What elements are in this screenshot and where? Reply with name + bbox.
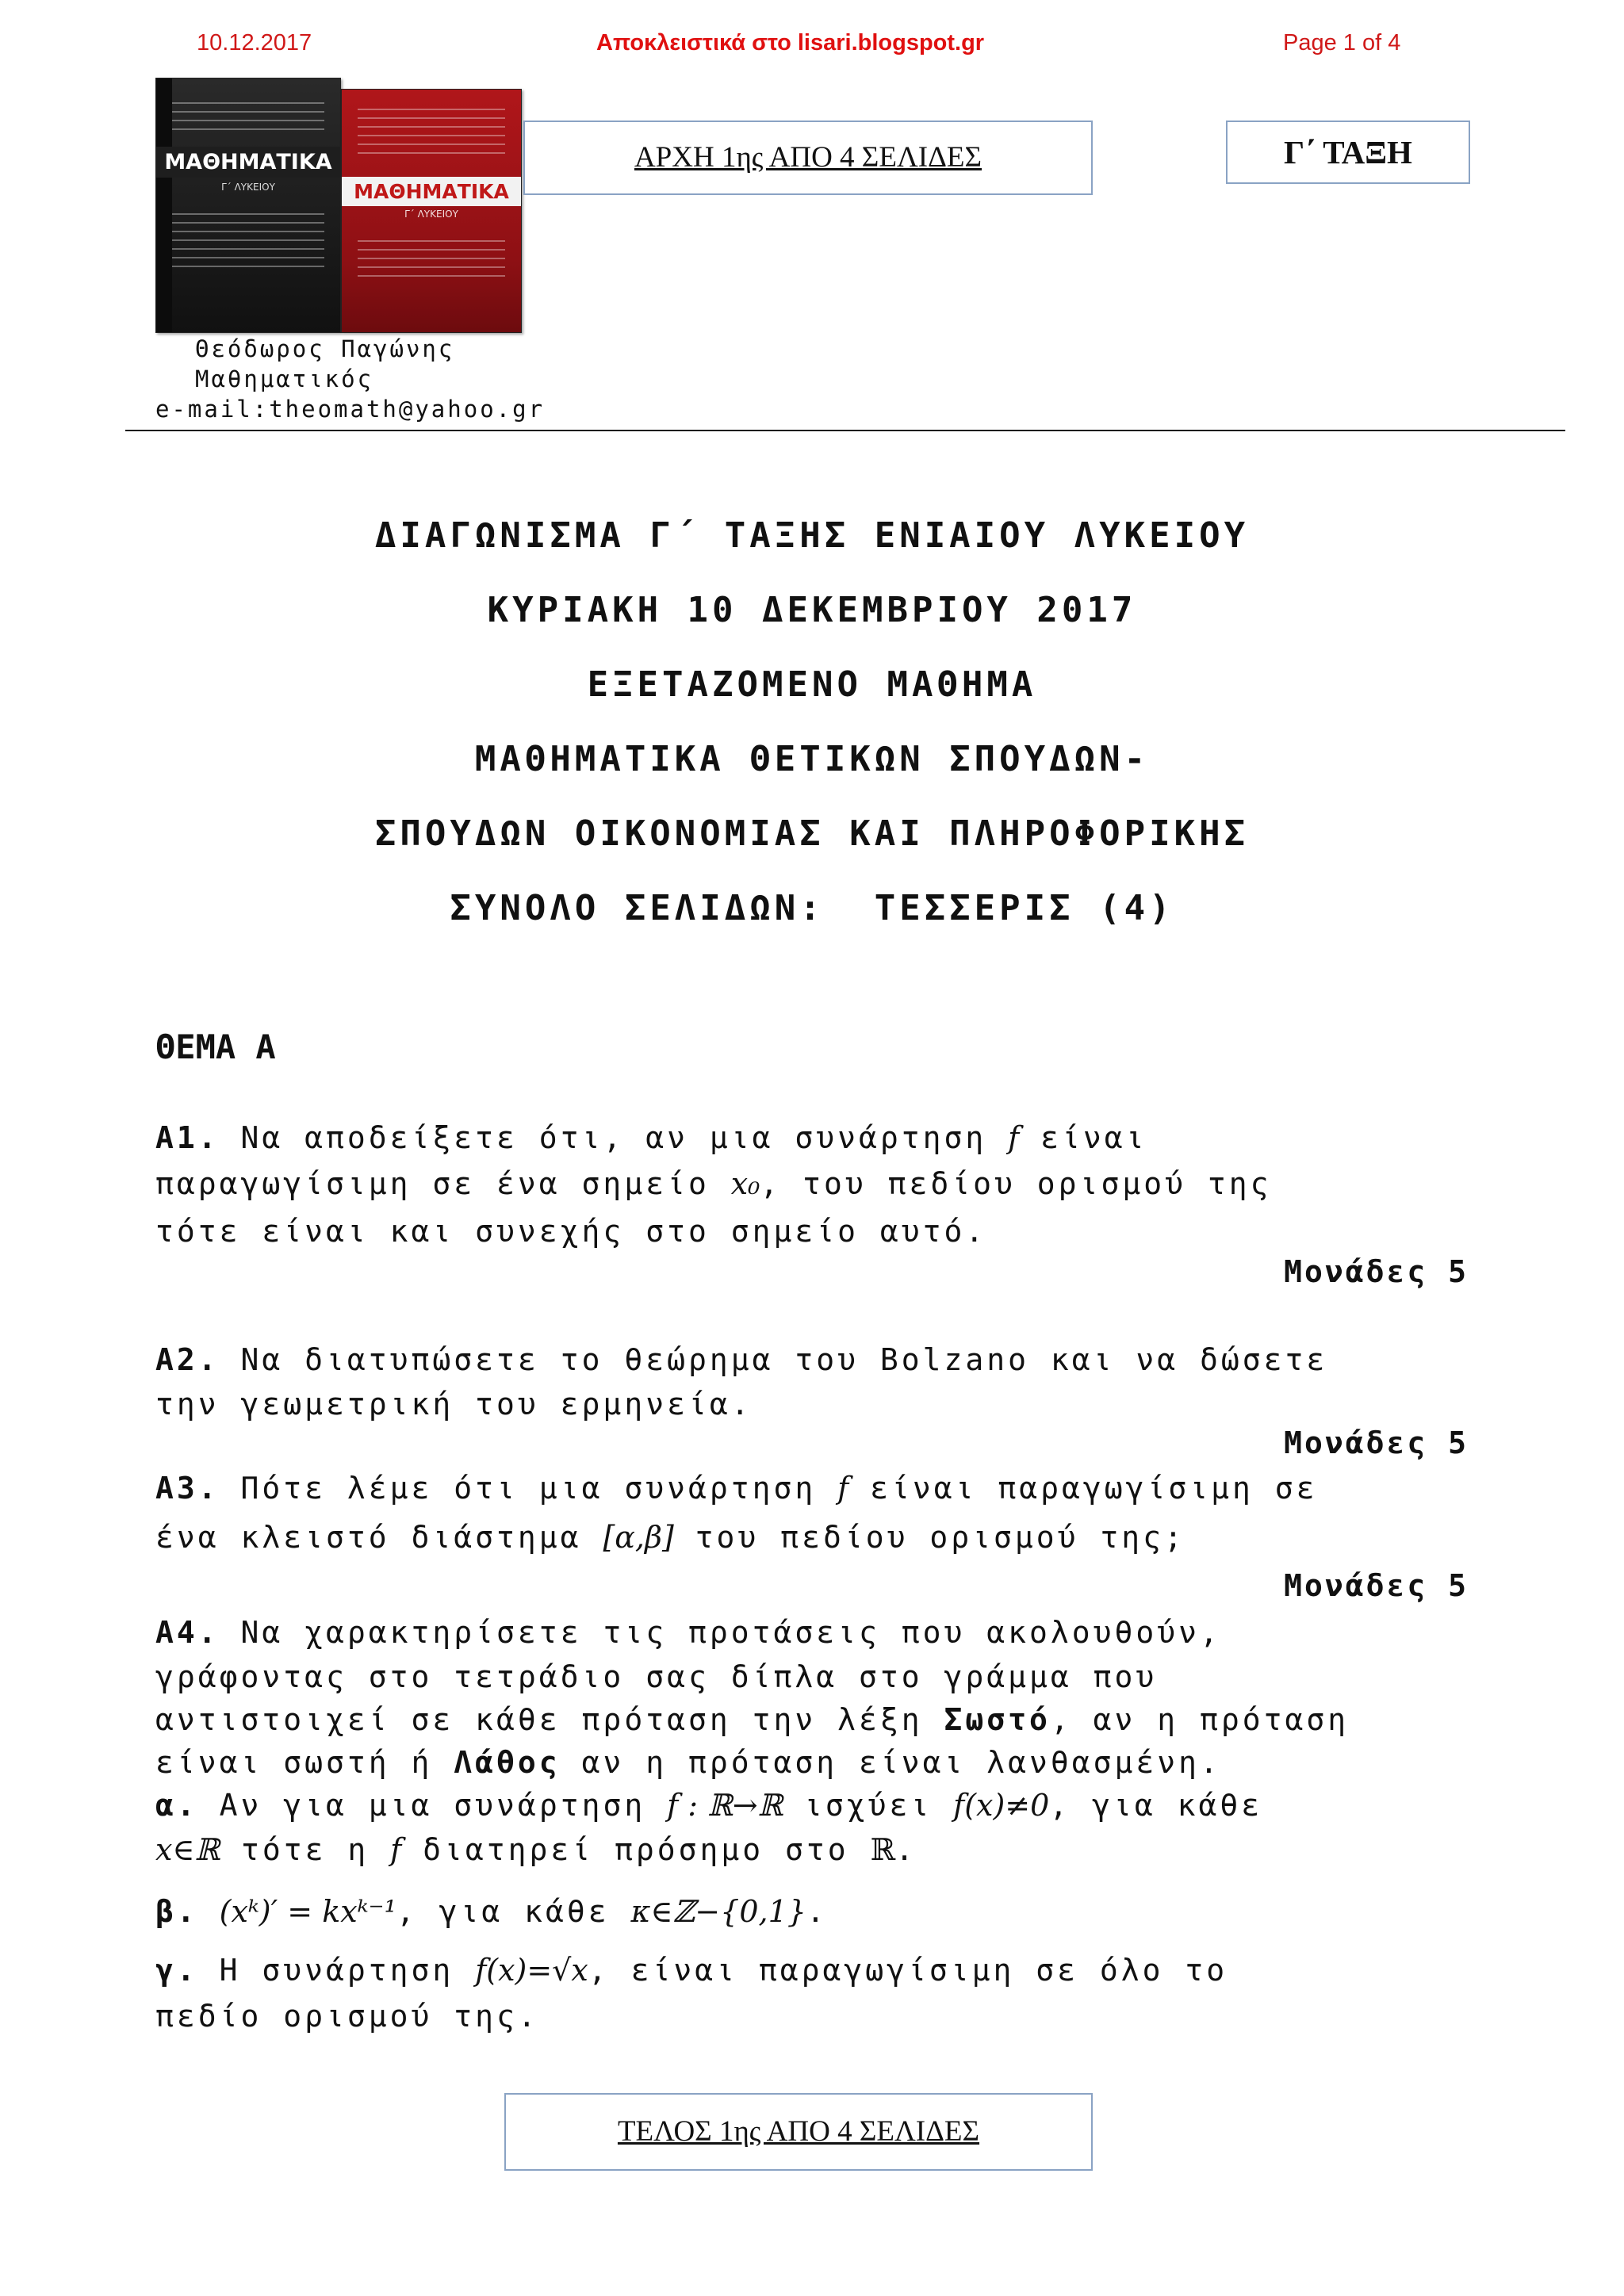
class-box: Γ΄ ΤΑΞΗ — [1226, 121, 1470, 184]
text: . — [895, 1832, 917, 1867]
text: , για κάθε — [1049, 1788, 1263, 1823]
header-blog-link[interactable]: Αποκλειστικά στο lisari.blogspot.gr — [596, 30, 985, 55]
a4-label: Α4. — [155, 1615, 220, 1650]
beta-label: β. — [155, 1894, 198, 1929]
math-integer-set: κ∈ℤ−{0,1} — [630, 1894, 806, 1929]
book-cover-title: ΜΑΘΗΜΑΤΙΚΑ — [156, 147, 340, 178]
book-cover-lines — [358, 109, 505, 161]
gamma-line-2: πεδίο ορισμού της. — [155, 1999, 539, 2034]
text: είναι σωστή ή — [155, 1745, 454, 1780]
text: τότε η — [220, 1832, 391, 1867]
a2-line-1 — [155, 1338, 1327, 1381]
math-reals: ℝ — [870, 1832, 896, 1867]
text: . — [806, 1894, 828, 1929]
header-date: 10.12.2017 — [197, 30, 312, 55]
title-line-6: ΣΥΝΟΛΟ ΣΕΛΙΔΩΝ: ΤΕΣΣΕΡΙΣ (4) — [450, 888, 1174, 928]
title-line-1: ΔΙΑΓΩΝΙΣΜΑ Γ΄ ΤΑΞΗΣ ΕΝΙΑΙΟΥ ΛΥΚΕΙΟΥ — [374, 515, 1250, 556]
a1-label: Α1. — [155, 1120, 220, 1155]
a2-line-2: την γεωμετρική του ερμηνεία. — [155, 1387, 753, 1422]
a3-line-1 — [155, 1467, 1318, 1510]
book-cover-subtitle: Γ΄ ΛΥΚΕΙΟΥ — [221, 182, 275, 193]
alpha-line-2 — [155, 1828, 917, 1871]
math-derivative: (xᵏ)′ = kxᵏ⁻¹ — [219, 1894, 396, 1929]
text: , αν η πρόταση — [1050, 1702, 1350, 1737]
text: Να αποδείξετε ότι, αν μια συνάρτηση — [219, 1120, 1009, 1155]
text: Η συνάρτηση — [197, 1953, 476, 1988]
a1-line-1 — [155, 1116, 1147, 1159]
gamma-label: γ. — [155, 1953, 198, 1988]
text: ισχύει — [783, 1788, 954, 1823]
header-divider — [125, 430, 1565, 431]
alpha-line-1 — [155, 1784, 1262, 1827]
math-f: f — [1008, 1120, 1020, 1155]
title-line-2: ΚΥΡΙΑΚΗ 10 ΔΕΚΕΜΒΡΙΟΥ 2017 — [487, 590, 1137, 630]
word-wrong: Λάθος — [454, 1745, 561, 1780]
alpha-label: α. — [155, 1788, 198, 1823]
book-cover-subtitle: Γ΄ ΛΥΚΕΙΟΥ — [404, 209, 458, 220]
word-correct: Σωστό — [944, 1702, 1051, 1737]
title-line-4: ΜΑΘΗΜΑΤΙΚΑ ΘΕΤΙΚΩΝ ΣΠΟΥΔΩΝ- — [474, 739, 1150, 779]
book-cover-title: ΜΑΘΗΜΑΤΙΚΑ — [342, 177, 521, 206]
section-heading: ΘΕΜΑ Α — [155, 1027, 276, 1066]
text: διατηρεί πρόσημο στο — [401, 1832, 871, 1867]
text: ένα κλειστό διάστημα — [155, 1520, 603, 1555]
text: , για κάθε — [396, 1894, 631, 1929]
text: παραγωγίσιμη σε ένα σημείο — [155, 1166, 731, 1201]
header-page-number: Page 1 of 4 — [1283, 30, 1401, 55]
a2-label: Α2. — [155, 1342, 220, 1377]
text: , είναι παραγωγίσιμη σε όλο το — [588, 1953, 1228, 1988]
text: , του πεδίου ορισμού της — [760, 1166, 1272, 1201]
math-f: f — [390, 1832, 402, 1867]
math-nonzero: f(x)≠0 — [953, 1788, 1050, 1823]
text: είναι παραγωγίσιμη σε — [848, 1471, 1318, 1506]
author-role: Μαθηματικός — [195, 365, 374, 392]
page-start-box: ΑΡΧΗ 1ης ΑΠΟ 4 ΣΕΛΙΔΕΣ — [523, 121, 1093, 195]
math-x0: x₀ — [730, 1166, 760, 1201]
text: Να διατυπώσετε το θεώρημα του Bolzano και να δώσετε — [219, 1342, 1328, 1377]
book-spine — [156, 78, 172, 332]
math-interval: [α,β] — [603, 1520, 674, 1555]
book-cover-lines — [172, 213, 324, 274]
math-function-map: f : ℝ→ℝ — [667, 1788, 783, 1823]
text: αν η πρόταση είναι λανθασμένη. — [560, 1745, 1221, 1780]
page-end-box: ΤΕΛΟΣ 1ης ΑΠΟ 4 ΣΕΛΙΔΕΣ — [504, 2093, 1093, 2171]
math-sqrt: f(x)=√x — [475, 1953, 588, 1988]
text: του πεδίου ορισμού της; — [673, 1520, 1185, 1555]
text: αντιστοιχεί σε κάθε πρόταση την λέξη — [155, 1702, 944, 1737]
text: Αν για μια συνάρτηση — [197, 1788, 668, 1823]
math-x-in-r: x∈ℝ — [155, 1832, 220, 1867]
text: είναι — [1019, 1120, 1147, 1155]
book-cover-lines — [358, 240, 505, 284]
a3-label: Α3. — [155, 1471, 220, 1506]
a1-line-3: τότε είναι και συνεχής στο σημείο αυτό. — [155, 1214, 987, 1249]
text: Πότε λέμε ότι μια συνάρτηση — [219, 1471, 838, 1506]
a4-line-3 — [155, 1698, 1349, 1741]
author-name: Θεόδωρος Παγώνης — [195, 335, 455, 362]
author-email[interactable]: e-mail:theomath@yahoo.gr — [155, 396, 546, 423]
math-f: f — [837, 1471, 849, 1506]
a3-marks: Μονάδες 5 — [1284, 1568, 1469, 1603]
a3-line-2 — [155, 1516, 1185, 1559]
a4-line-1 — [155, 1611, 1221, 1654]
book-cover-red — [341, 89, 522, 333]
text: Να χαρακτηρίσετε τις προτάσεις που ακολουθούν, — [219, 1615, 1221, 1650]
gamma-line-1 — [155, 1949, 1228, 1992]
title-line-3: ΕΞΕΤΑΖΟΜΕΝΟ ΜΑΘΗΜΑ — [587, 664, 1037, 705]
book-cover-lines — [172, 102, 324, 137]
a1-line-2 — [155, 1162, 1271, 1205]
beta-line-1 — [155, 1890, 828, 1933]
a4-line-2: γράφοντας στο τετράδιο σας δίπλα στο γράμμα που — [155, 1659, 1158, 1694]
book-cover-black — [155, 78, 341, 333]
a1-marks: Μονάδες 5 — [1284, 1254, 1469, 1289]
a4-line-4 — [155, 1741, 1221, 1784]
a2-marks: Μονάδες 5 — [1284, 1425, 1469, 1460]
title-line-5: ΣΠΟΥΔΩΝ ΟΙΚΟΝΟΜΙΑΣ ΚΑΙ ΠΛΗΡΟΦΟΡΙΚΗΣ — [374, 813, 1250, 854]
